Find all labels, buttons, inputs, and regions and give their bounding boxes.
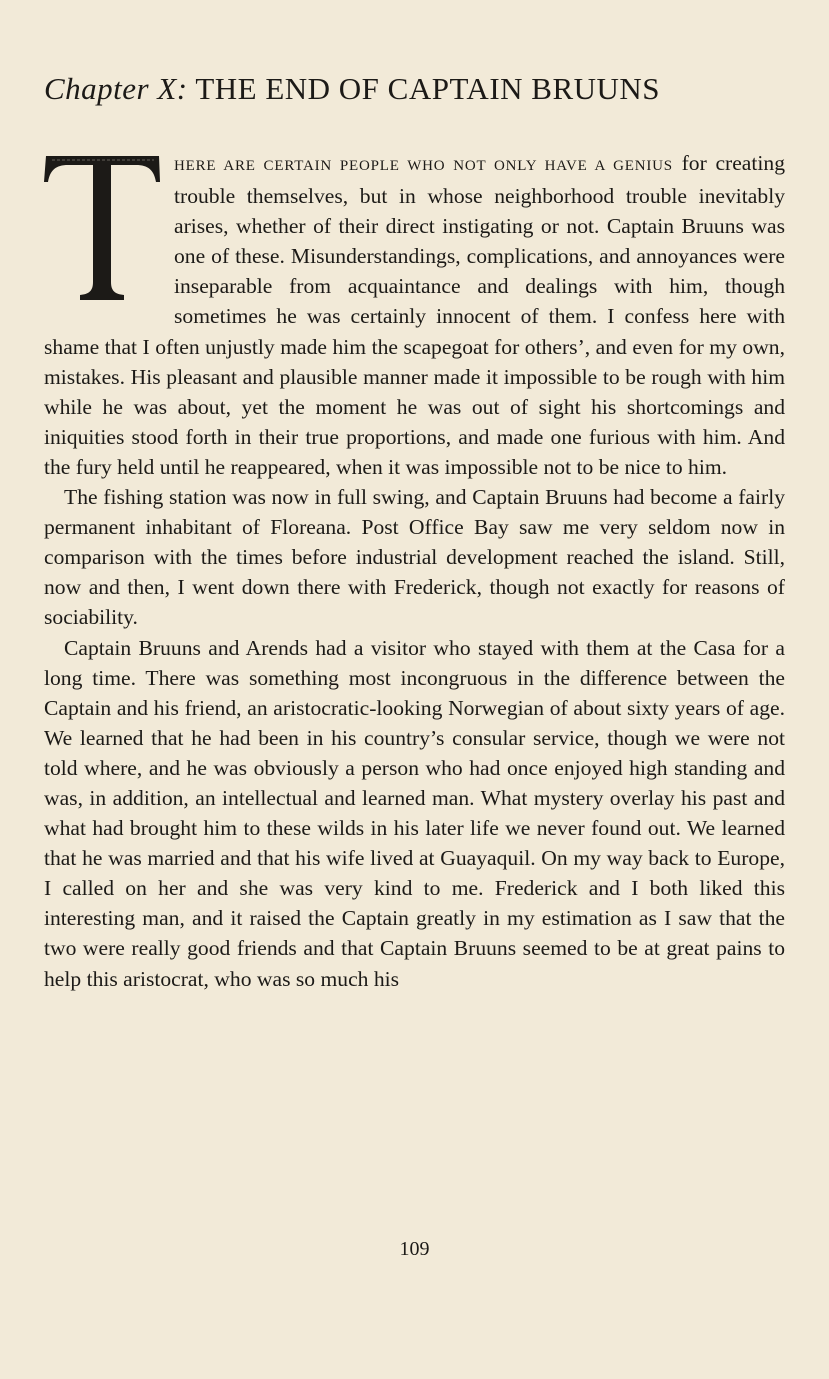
chapter-heading (44, 66, 804, 112)
lead-in-text: HERE ARE CERTAIN PEOPLE WHO NOT ONLY HAVE A GENIUS (174, 158, 673, 174)
drop-cap (44, 152, 162, 302)
paragraph-1-text: for creating trouble themselves, but in whose neighborhood trouble inevitably arises, whether of their direct instigating or not. Captain Bruuns was one of these. Misunderstandings, complications, and annoyances were inseparable from acquaintance and dealings with him, though sometimes he was certainly innocent of them. I confess here with shame that I often unjustly made him the scapegoat for others’, and even for my own, mistakes. His pleasant and plausible manner made it impossible to be rough with him while he was about, yet the moment he was out of sight his shortcomings and iniquities stood forth in their true proportions, and made one furious with him. And the fury held until he reappeared, when it was impossible not to be nice to him. (44, 151, 785, 479)
chapter-title: THE END OF CAPTAIN BRUUNS (195, 71, 661, 106)
page-number: 109 (399, 1238, 430, 1260)
body-text (44, 148, 785, 994)
paragraph-1 (44, 148, 785, 482)
drop-cap-t-glyph (44, 152, 162, 302)
paragraph-2: The fishing station was now in full swing, and Captain Bruuns had become a fairly permanent inhabitant of Floreana. Post Office Bay saw me very seldom now in comparison with the times before industrial development reached the island. Still, now and then, I went down there with Frederick, though not exactly for reasons of sociability. (44, 485, 785, 630)
chapter-label: Chapter X: (44, 71, 188, 106)
paragraph-3: Captain Bruuns and Arends had a visitor who stayed with them at the Casa for a long time. There was something most incongruous in the difference between the Captain and his friend, an aristocratic-looking Norwegian of about sixty years of age. We learned that he had been in his country’s consular service, though we were not told where, and he was obviously a person who had once enjoyed high standing and was, in addition, an intellectual and learned man. What mystery overlay his past and what had brought him to these wilds in his later life we never found out. We learned that he was married and that his wife lived at Guayaquil. On my way back to Europe, I called on her and she was very kind to me. Frederick and I both liked this interesting man, and it raised the Captain greatly in my estimation as I saw that the two were really good friends and that Captain Bruuns seemed to be at great pains to help this aristocrat, who was so much his (44, 635, 785, 991)
